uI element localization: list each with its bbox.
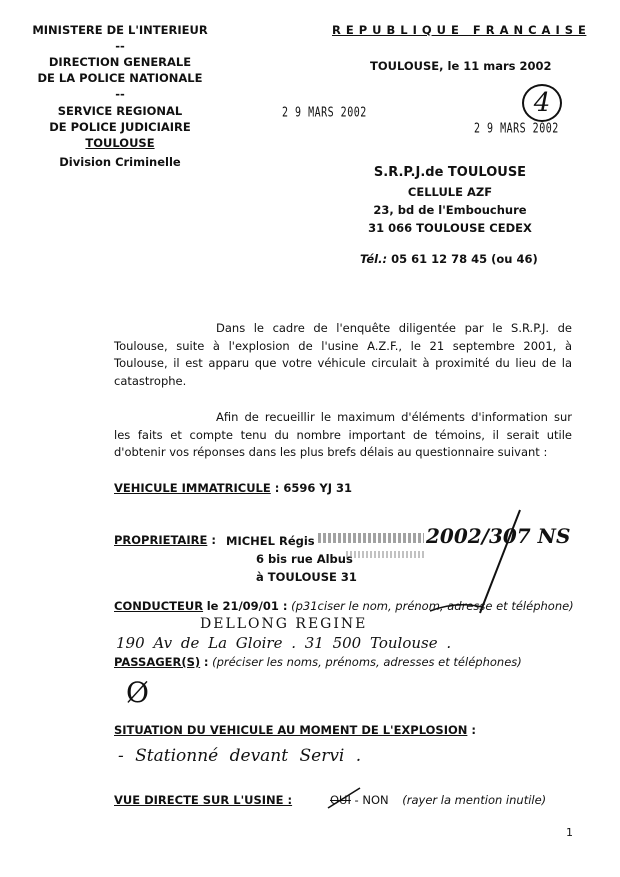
direct-view-hint: (rayer la mention inutile) — [402, 793, 547, 807]
separator: -- — [115, 39, 125, 53]
ministry-name: MINISTERE DE L'INTERIEUR — [32, 23, 208, 37]
vehicle-field — [114, 480, 352, 497]
service-line-1: SERVICE REGIONAL — [57, 104, 183, 118]
place-date: TOULOUSE, le 11 mars 2002 — [370, 59, 552, 73]
owner-label-row — [114, 532, 216, 549]
direct-view-options — [330, 792, 546, 809]
circled-number-stamp: 4 — [522, 84, 562, 122]
vehicle-value: : 6596 YJ 31 — [274, 481, 352, 495]
situation-field — [114, 722, 476, 739]
strike-through-mark — [326, 786, 362, 810]
page-number: 1 — [566, 826, 573, 839]
situation-answer-handwritten: - Stationné devant Servi . — [118, 746, 362, 766]
cell-name: CELLULE AZF — [407, 185, 493, 199]
passenger-label: PASSAGER(S) — [114, 655, 201, 669]
owner-name: MICHEL Régis — [226, 534, 315, 548]
direction-line-2: DE LA POLICE NATIONALE — [37, 71, 203, 85]
passenger-hint: (préciser les noms, prénoms, adresses et téléphones) — [212, 655, 522, 669]
passenger-none-handwritten: Ø — [126, 676, 149, 709]
strike-through-mark — [428, 599, 484, 613]
direct-view-label: VUE DIRECTE SUR L'USINE : — [114, 793, 293, 807]
owner-label: PROPRIETAIRE — [114, 533, 208, 547]
unit-name: S.R.P.J.de TOULOUSE — [373, 165, 527, 180]
date-stamp: 2 9 MARS 2002 — [474, 122, 559, 137]
tel-label: Tél.: — [360, 252, 388, 266]
separator: -- — [115, 87, 125, 101]
address-block — [350, 183, 550, 237]
paragraph-2: Afin de recueillir le maximum d'éléments d'information sur les faits et compte tenu du nombre important de témoins, il serait utile d'obtenir vos réponses dans les plus brefs délais au questionnaire suivant : — [114, 410, 572, 459]
postal-address: 31 066 TOULOUSE CEDEX — [368, 221, 532, 235]
street-address: 23, bd de l'Embouchure — [373, 203, 527, 217]
date-stamp: 2 9 MARS 2002 — [282, 106, 367, 121]
situation-label: SITUATION DU VEHICULE AU MOMENT DE L'EXPLOSION — [114, 723, 468, 737]
registry-stamp-mark — [346, 551, 424, 558]
paragraph-1: Dans le cadre de l'enquête diligentée par le S.R.P.J. de Toulouse, suite à l'explosion de l'usine A.Z.F., le 21 septembre 2001, à Toulouse, il est apparu que votre véhicule circulait à proximité du lieu de la catastrophe. — [114, 321, 572, 388]
header-left — [22, 22, 218, 170]
driver-label: CONDUCTEUR — [114, 599, 204, 613]
owner-colon: : — [211, 533, 216, 547]
registry-stamp-mark — [318, 533, 424, 543]
passenger-colon: : — [203, 655, 209, 669]
tel-value: 05 61 12 78 45 (ou 46) — [391, 252, 538, 266]
driver-date: le 21/09/01 : — [206, 599, 288, 613]
passenger-field — [114, 654, 522, 671]
service-city: TOULOUSE — [85, 136, 155, 150]
owner-street: 6 bis rue Albus — [256, 552, 353, 566]
driver-hint: (p31ciser le nom, prénom, adresse et téléphone) — [291, 599, 574, 613]
situation-colon: : — [471, 723, 477, 737]
direction-line-1: DIRECTION GENERALE — [48, 55, 192, 69]
vehicle-label: VEHICULE IMMATRICULE — [114, 481, 271, 495]
option-non: - NON — [354, 793, 389, 807]
case-number-handwritten: 2002/307 NS — [426, 524, 571, 548]
division-name: Division Criminelle — [59, 155, 181, 169]
telephone — [360, 252, 538, 266]
driver-address-handwritten: 190 Av de La Gloire . 31 500 Toulouse . — [116, 634, 452, 652]
republic-heading: R E P U B L I Q U E F R A N C A I S E — [332, 23, 587, 37]
driver-field — [114, 598, 574, 615]
owner-city: à TOULOUSE 31 — [256, 570, 357, 584]
driver-name-handwritten: DELLONG REGINE — [200, 616, 368, 632]
option-oui: OUI — [330, 793, 351, 807]
service-line-2: DE POLICE JUDICIAIRE — [49, 120, 191, 134]
